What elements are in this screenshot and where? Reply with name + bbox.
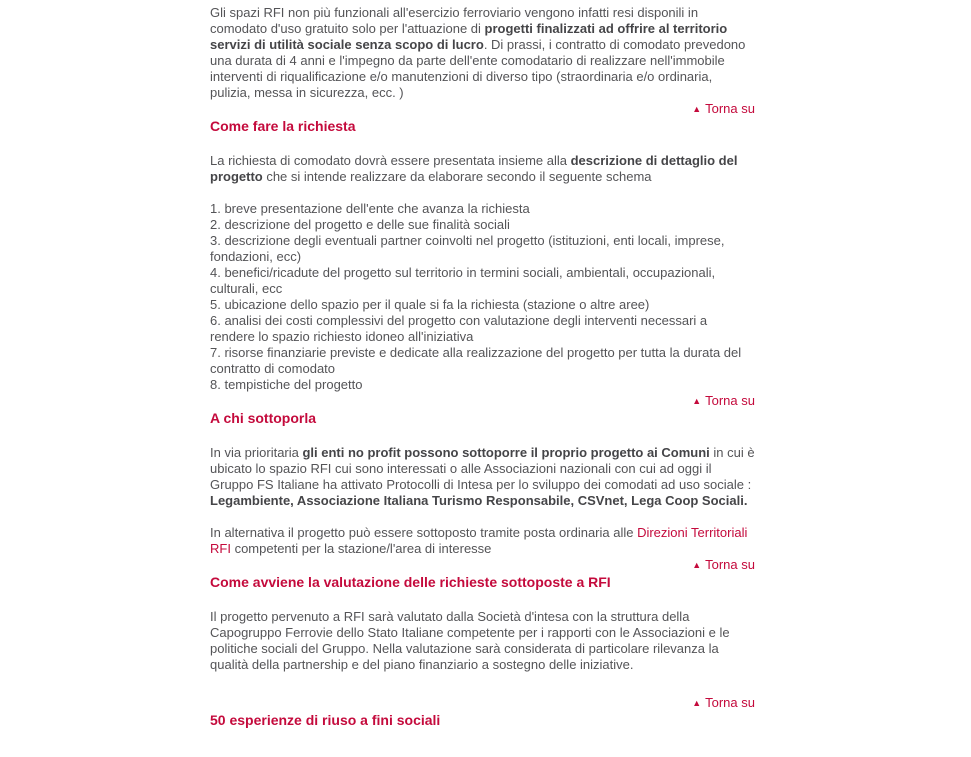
request-paragraph [210, 153, 755, 185]
list-item: 1. breve presentazione dell'ente che avanza la richiesta [210, 201, 530, 216]
request-bold: descrizione di dettaglio del progetto [210, 153, 738, 184]
back-to-top-label: Torna su [705, 557, 755, 572]
triangle-up-icon: ▲ [692, 104, 702, 114]
section-heading-esperienze: 50 esperienze di riuso a fini sociali [210, 712, 441, 728]
page-content [210, 5, 755, 747]
alternative-text-1: In alternativa il progetto può essere sottoposto tramite posta ordinaria alle [210, 525, 638, 540]
intro-text-2: . Di prassi, i contratto di comodato prevedono una durata di 4 anni e l'impegno da parte dell'ente comodatario di realizzare nell'immobile interventi di riqualificazione e/o manutenzioni di diverso tipo (straordinaria e/o ordinaria, pulizia, messa in sicurezza, ecc. ) [210, 37, 746, 100]
back-to-top-link[interactable] [210, 393, 755, 410]
submit-bold-1: gli enti no profit possono sottoporre il proprio progetto ai Comuni [302, 445, 710, 460]
schema-list [210, 201, 755, 393]
back-to-top-label: Torna su [705, 101, 755, 116]
back-to-top-label: Torna su [705, 695, 755, 710]
request-text-1: La richiesta di comodato dovrà essere presentata insieme alla [210, 153, 571, 168]
intro-paragraph [210, 5, 755, 101]
alternative-text-2: competenti per la stazione/l'area di interesse [230, 541, 492, 556]
list-item: 7. risorse finanziarie previste e dedicate alla realizzazione del progetto per tutta la durata del contratto di comodato [210, 345, 742, 376]
list-item: 3. descrizione degli eventuali partner coinvolti nel progetto (istituzioni, enti locali, imprese, fondazioni, ecc) [210, 233, 725, 264]
list-item: 2. descrizione del progetto e delle sue finalità sociali [210, 217, 510, 232]
back-to-top-link[interactable] [210, 557, 755, 574]
list-item: 6. analisi dei costi complessivi del progetto con valutazione degli interventi necessari a rendere lo spazio richiesto idoneo all'iniziativa [210, 313, 708, 344]
list-item: 4. benefici/ricadute del progetto sul territorio in termini sociali, ambientali, occupazionali, culturali, ecc [210, 265, 716, 296]
back-to-top-link[interactable] [210, 695, 755, 712]
section-heading-come-fare: Come fare la richiesta [210, 118, 356, 134]
direzioni-territoriali-link[interactable]: Direzioni Territoriali RFI [210, 525, 748, 556]
section-heading-a-chi: A chi sottoporla [210, 410, 317, 426]
submit-paragraph [210, 445, 755, 509]
triangle-up-icon: ▲ [692, 396, 702, 406]
evaluation-paragraph: Il progetto pervenuto a RFI sarà valutato dalla Società d'intesa con la struttura della Capogruppo Ferrovie dello Stato Italiane competente per i rapporti con le Associazioni e le politiche sociali del Gruppo. Nella valutazione sarà considerata di particolare rilevanza la qualità della partnership e del piano finanziario a sostegno delle iniziative. [210, 609, 730, 672]
triangle-up-icon: ▲ [692, 560, 702, 570]
intro-bold: progetti finalizzati ad offrire al territorio servizi di utilità sociale senza scopo di lucro [210, 21, 728, 52]
back-to-top-link[interactable] [210, 101, 755, 118]
submit-bold-2: Legambiente, Associazione Italiana Turismo Responsabile, CSVnet, Lega Coop Sociali. [210, 493, 748, 508]
submit-text-1: In via prioritaria [210, 445, 303, 460]
submit-text-2: in cui è ubicato lo spazio RFI cui sono interessati o alle Associazioni nazionali con cui ad oggi il Gruppo FS Italiane ha attivato Protocolli di Intesa per lo sviluppo dei comodati ad uso sociale : [210, 445, 755, 492]
section-heading-valutazione: Come avviene la valutazione delle richieste sottoposte a RFI [210, 574, 611, 590]
request-text-2: che si intende realizzare da elaborare secondo il seguente schema [262, 169, 652, 184]
list-item: 8. tempistiche del progetto [210, 377, 363, 392]
intro-text-1: Gli spazi RFI non più funzionali all'esercizio ferroviario vengono infatti resi disponili in comodato d'uso gratuito solo per l'attuazione di [210, 5, 699, 36]
list-item: 5. ubicazione dello spazio per il quale si fa la richiesta (stazione o altre aree) [210, 297, 650, 312]
triangle-up-icon: ▲ [692, 698, 702, 708]
back-to-top-label: Torna su [705, 393, 755, 408]
alternative-paragraph [210, 525, 755, 557]
